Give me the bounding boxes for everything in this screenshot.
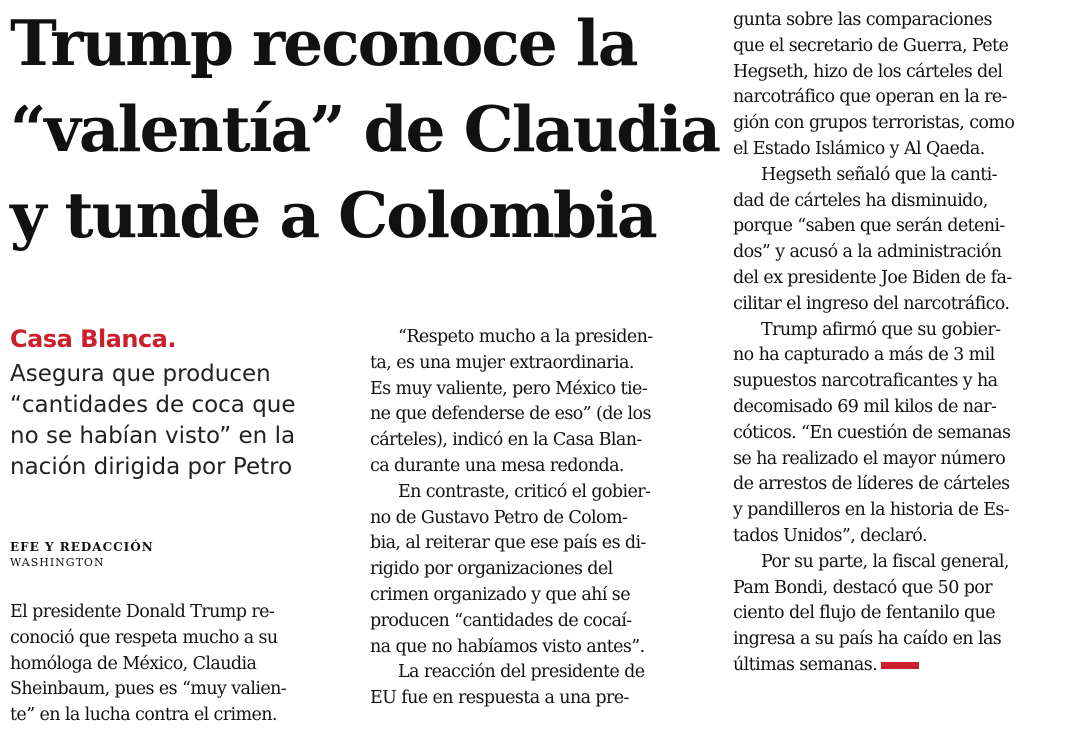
body-line: Hegseth señaló que la canti- — [761, 164, 997, 185]
byline — [10, 540, 154, 569]
body-line: ne que defenderse de eso” (de los — [370, 404, 651, 425]
body-line: narcotráfico que operan en la re- — [733, 87, 1007, 108]
body-line: porque “saben que serán deteni- — [733, 216, 1005, 237]
article-column-1 — [10, 600, 345, 729]
body-line: tados Unidos”, declaró. — [733, 525, 927, 546]
article-column-3 — [733, 8, 1068, 679]
body-line-text: últimas semanas. — [733, 654, 878, 675]
body-line: ingresa a su país ha caído en las — [733, 629, 1002, 650]
body-line: cilitar el ingreso del narcotráfico. — [733, 293, 1010, 314]
body-line: no ha capturado a más de 3 mil — [733, 345, 995, 366]
body-line: supuestos narcotraficantes y ha — [733, 371, 998, 392]
body-line: na que no habíamos visto antes”. — [370, 636, 645, 657]
subhead-line: no se habían visto” en la — [10, 423, 296, 449]
headline — [10, 0, 720, 258]
body-line: Hegseth, hizo de los cárteles del — [733, 61, 1003, 82]
body-line: que el secretario de Guerra, Pete — [733, 35, 1009, 56]
subhead-line: “cantidades de coca que — [10, 392, 296, 418]
body-line: dad de cárteles ha disminuido, — [733, 190, 988, 211]
body-line: cóticos. “En cuestión de semanas — [733, 422, 1011, 443]
body-line: En contraste, criticó el gobier- — [398, 481, 651, 502]
kicker: Casa Blanca. — [10, 325, 176, 353]
body-line: Es muy valiente, pero México tie- — [370, 378, 648, 399]
body-line: decomisado 69 mil kilos de nar- — [733, 396, 997, 417]
body-line: dos” y acusó a la administración — [733, 242, 1002, 263]
body-line: crimen organizado y que ahí se — [370, 584, 630, 605]
body-line: gión con grupos terroristas, como — [733, 113, 1015, 134]
body-line: ta, es una mujer extraordinaria. — [370, 352, 634, 373]
body-line: y pandilleros en la historia de Es- — [733, 500, 1010, 521]
byline-place: WASHINGTON — [10, 556, 105, 569]
body-line: bia, al reiterar que ese país es di- — [370, 533, 646, 554]
body-line: EU fue en respuesta a una pre- — [370, 688, 629, 709]
body-line: Trump afirmó que su gobier- — [761, 319, 1001, 340]
body-line: te” en la lucha contra el crimen. — [10, 705, 277, 726]
byline-agency: EFE Y REDACCIÓN — [10, 540, 154, 554]
body-line: del ex presidente Joe Biden de fa- — [733, 267, 1012, 288]
end-of-article-mark — [881, 662, 919, 669]
subhead-line: Asegura que producen — [10, 361, 271, 387]
body-line: se ha realizado el mayor número — [733, 448, 1006, 469]
body-line: Pam Bondi, destacó que 50 por — [733, 577, 993, 598]
body-line: de arrestos de líderes de cárteles — [733, 474, 1010, 495]
body-line: ciento del flujo de fentanilo que — [733, 603, 996, 624]
body-line: homóloga de México, Claudia — [10, 653, 257, 674]
headline-line: “valentía” de Claudia — [10, 92, 720, 166]
body-line: producen “cantidades de cocaí- — [370, 610, 632, 631]
article-column-2 — [370, 325, 710, 712]
body-line: rigido por organizaciones del — [370, 559, 613, 580]
body-line: “Respeto mucho a la presiden- — [398, 327, 653, 347]
headline-line: y tunde a Colombia — [10, 178, 656, 252]
body-line: el Estado Islámico y Al Qaeda. — [733, 138, 985, 159]
body-line: Por su parte, la fiscal general, — [761, 551, 1009, 572]
body-line: no de Gustavo Petro de Colom- — [370, 507, 628, 528]
deck — [10, 325, 345, 483]
body-line: El presidente Donald Trump re- — [10, 602, 275, 622]
headline-line: Trump reconoce la — [10, 6, 637, 80]
body-line: Sheinbaum, pues es “muy valien- — [10, 679, 287, 700]
subhead — [10, 359, 345, 483]
subhead-line: nación dirigida por Petro — [10, 454, 293, 480]
body-line: La reacción del presidente de — [398, 662, 645, 683]
body-line: cárteles), indicó en la Casa Blan- — [370, 430, 642, 451]
body-line: conoció que respeta mucho a su — [10, 627, 278, 648]
last-body-line — [733, 653, 1068, 679]
body-line: gunta sobre las comparaciones — [733, 10, 992, 30]
body-line: ca durante una mesa redonda. — [370, 455, 624, 476]
